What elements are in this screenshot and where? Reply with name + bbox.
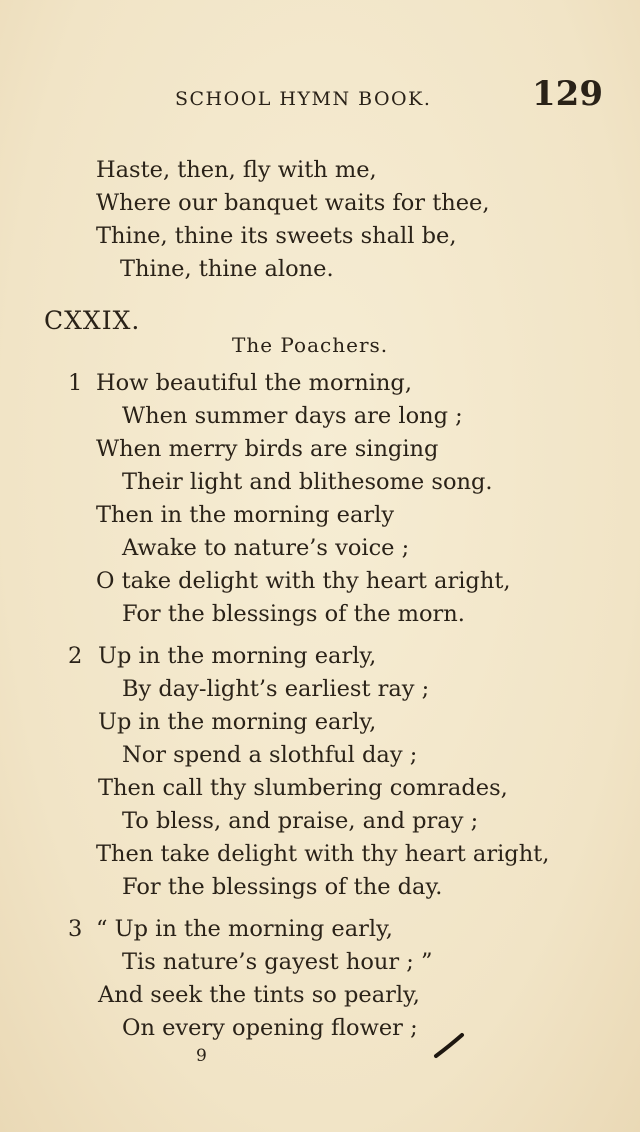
- verse-line: “ Up in the morning early,: [96, 916, 393, 942]
- verse-line: How beautiful the morning,: [96, 370, 412, 396]
- verse-line: By day-light’s earliest ray ;: [122, 676, 430, 702]
- running-title: SCHOOL HYMN BOOK.: [175, 88, 432, 110]
- verse-line: O take delight with thy heart aright,: [96, 568, 511, 594]
- verse-line: Nor spend a slothful day ;: [122, 742, 418, 768]
- verse-number: 3: [68, 916, 83, 942]
- verse-line: Then call thy slumbering comrades,: [98, 775, 508, 801]
- verse-line: Tis nature’s gayest hour ; ”: [122, 949, 433, 975]
- verse-line: For the blessings of the morn.: [122, 601, 465, 627]
- continuation-line: Thine, thine alone.: [120, 256, 334, 282]
- verse-line: Up in the morning early,: [98, 709, 377, 735]
- page-number: 129: [532, 74, 603, 114]
- verse-line: When summer days are long ;: [122, 403, 463, 429]
- signature-mark: 9: [196, 1046, 207, 1066]
- verse-number: 2: [68, 643, 83, 669]
- verse-line: And seek the tints so pearly,: [98, 982, 420, 1008]
- ink-smudge-icon: [432, 1030, 466, 1060]
- continuation-line: Haste, then, fly with me,: [96, 157, 377, 183]
- verse-line: For the blessings of the day.: [122, 874, 443, 900]
- verse-line: Then in the morning early: [96, 502, 395, 528]
- verse-line: Up in the morning early,: [98, 643, 377, 669]
- hymn-number: CXXIX.: [44, 306, 141, 335]
- verse-line: Their light and blithesome song.: [122, 469, 493, 495]
- verse-line: Awake to nature’s voice ;: [122, 535, 410, 561]
- verse-number: 1: [68, 370, 83, 396]
- verse-line: When merry birds are singing: [96, 436, 439, 462]
- verse-line: On every opening flower ;: [122, 1015, 418, 1041]
- hymn-title: The Poachers.: [232, 333, 389, 357]
- continuation-line: Thine, thine its sweets shall be,: [96, 223, 457, 249]
- continuation-line: Where our banquet waits for thee,: [96, 190, 490, 216]
- verse-line: To bless, and praise, and pray ;: [122, 808, 479, 834]
- verse-line: Then take delight with thy heart aright,: [96, 841, 550, 867]
